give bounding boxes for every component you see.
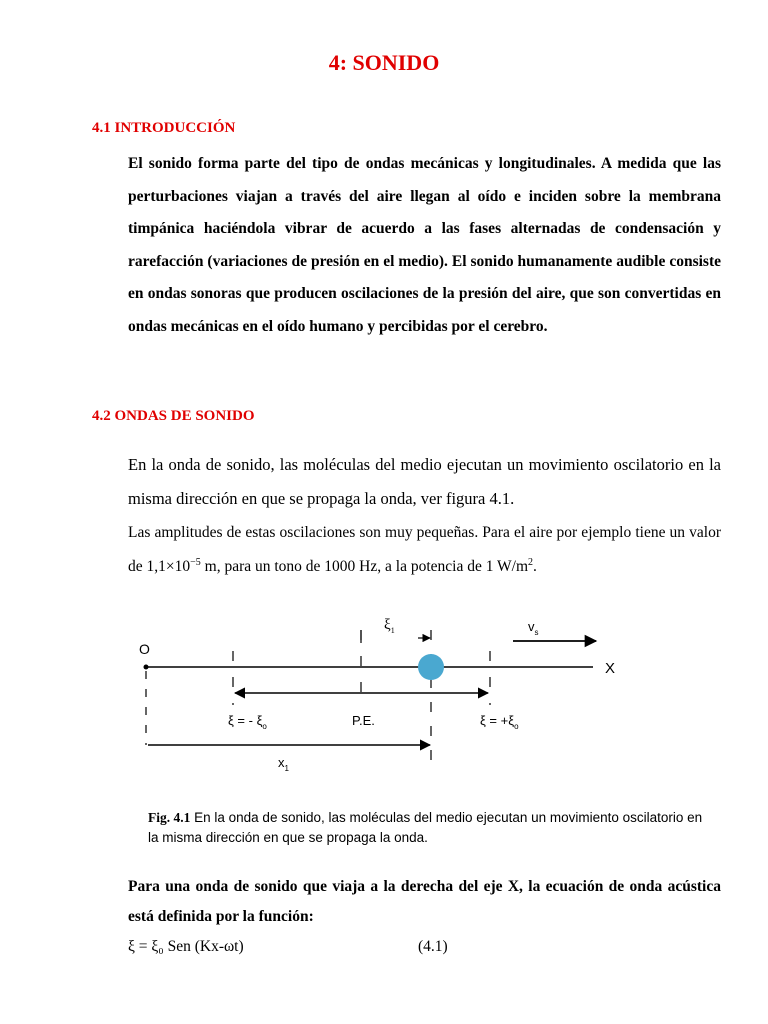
origin-dot	[144, 665, 149, 670]
origin-label: O	[139, 641, 150, 657]
equation-number: (4.1)	[418, 938, 448, 955]
intro-paragraph: El sonido forma parte del tipo de ondas mecánicas y longitudinales. A medida que las perturbaciones viajan a través del aire llegan al oído e inciden sobre la membrana timpánica haciéndola vibrar de acuerdo a las fases alternadas de condensación y rarefacción (variaciones de presión en el medio). El sonido humanamente audible consiste en ondas sonoras que producen oscilaciones de la presión del aire, que son convertidas en ondas mecánicas en el oído humano y percibidas por el cerebro.	[128, 155, 721, 335]
equation	[128, 938, 488, 956]
left-bound-label: ξ = - $\xi_o$	[228, 713, 267, 731]
caption-text: En la onda de sonido, las moléculas del medio ejecutan un movimiento oscilatorio en la misma dirección en que se propaga la onda.	[148, 810, 703, 845]
ondas-paragraph-line1: En la onda de sonido, las moléculas del medio ejecutan un movimiento oscilatorio en la misma dirección en que se propaga la onda, ver figura 4.1.	[128, 455, 721, 508]
particle	[418, 654, 444, 680]
ondas-paragraph-line2: Las amplitudes de estas oscilaciones son muy pequeñas. Para el aire por ejemplo tiene un valor de $1,1\times 10^{-5}$ m, para un tono de 1000 Hz, a la potencia de 1 $W/m^2$.	[128, 524, 721, 575]
section-heading-introduccion: 4.1 INTRODUCCIÓN	[92, 120, 236, 136]
x1-label: $x_1$	[278, 755, 289, 773]
axis-label: X	[605, 660, 616, 677]
xi1-label: $\xi_1$	[384, 617, 395, 635]
wave-figure	[128, 605, 648, 785]
section-heading-ondas: 4.2 ONDAS DE SONIDO	[92, 408, 255, 424]
equation-text: ξ = ξ₀ Sen (Kx-ωt)	[128, 938, 244, 955]
ondas-paragraph	[128, 448, 721, 584]
vs-label: $v_s$	[528, 619, 539, 637]
equilibrium-label: P.E.	[352, 713, 375, 728]
after-paragraph: Para una onda de sonido que viaja a la derecha del eje X, la ecuación de onda acústica está definida por la función:	[128, 878, 721, 925]
caption-label: Fig. 4.1	[148, 810, 191, 825]
right-bound-label: $\xi = +\xi_o$	[480, 713, 519, 731]
figure-caption	[148, 808, 708, 848]
page-title: 4: SONIDO	[328, 50, 440, 75]
